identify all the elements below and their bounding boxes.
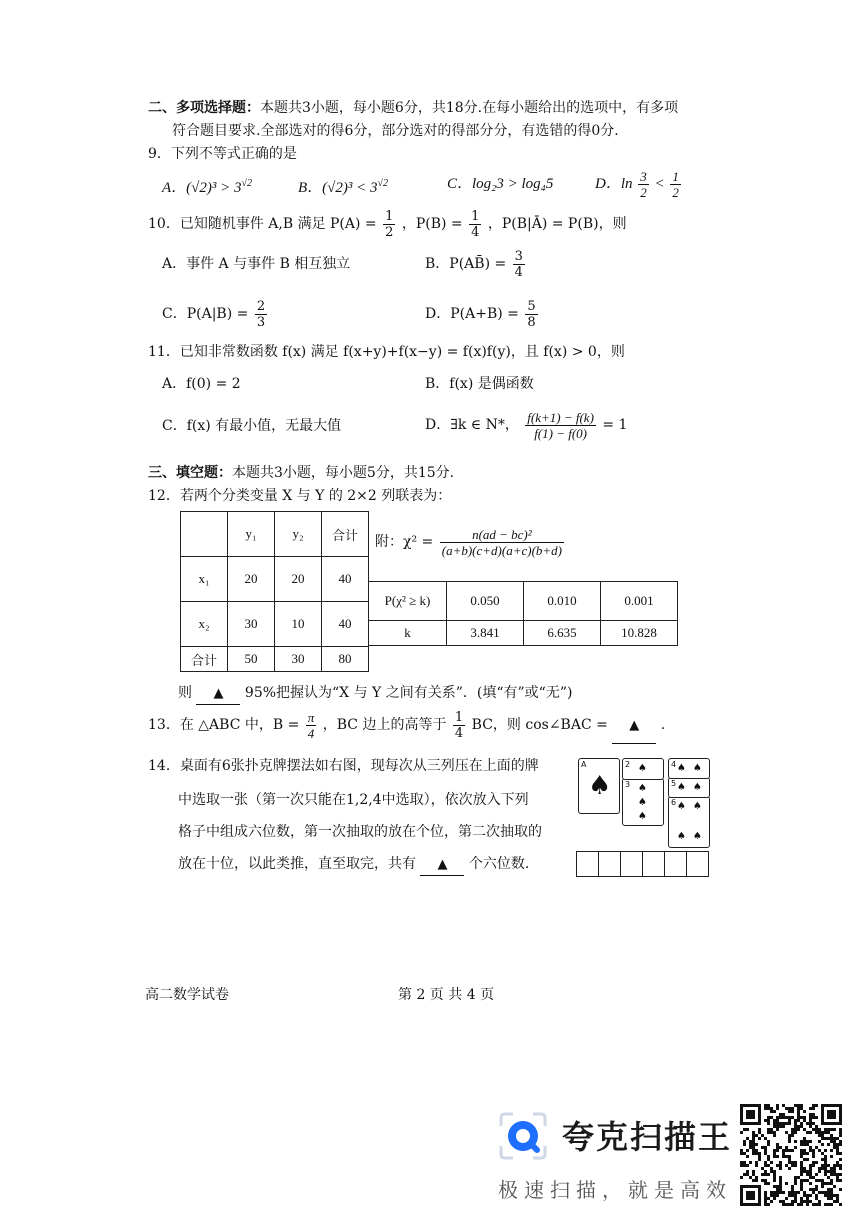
- table-row: [181, 647, 369, 672]
- grid-cell: [599, 852, 621, 876]
- formula-frac: [440, 527, 564, 558]
- grid-cell: [621, 852, 643, 876]
- q14-line4a: 放在十位，以此类推，直至取完，共有: [178, 856, 416, 872]
- q14-answer-blank: [420, 854, 464, 876]
- q10-c-num: 2: [256, 298, 266, 314]
- section3-desc: 本题共3小题，每小题5分，共15分.: [232, 465, 455, 481]
- card-5: [668, 777, 710, 798]
- q9-option-d: [595, 168, 683, 200]
- footer-page: 第 2 页 共 4 页: [398, 987, 495, 1003]
- blank-marker: ▲: [629, 718, 640, 733]
- grid-cell: [577, 852, 599, 876]
- q14-line4b: 个六位数.: [468, 856, 530, 872]
- q10-option-a: A．事件 A 与事件 B 相互独立: [162, 256, 351, 272]
- table-row: [181, 557, 369, 602]
- chi-square-formula: [375, 522, 566, 562]
- formula-num: n(ad − bc)²: [440, 527, 564, 543]
- q11-d-den: f(1) − f(0): [534, 425, 587, 441]
- spade-icon: ♠: [693, 782, 702, 793]
- q11-option-a: A．f(0) = 2: [162, 376, 241, 392]
- q9-option-b-text: B．(√2)³ < 3: [298, 180, 378, 196]
- q10-pb-den: 4: [471, 224, 480, 240]
- spade-icon: ♠: [677, 763, 686, 774]
- ct-r0c2: 20: [275, 557, 322, 602]
- spade-icon: ♠: [677, 801, 686, 812]
- ct-r1c2: 10: [275, 602, 322, 647]
- watermark-title: 夸克扫描王: [562, 1118, 733, 1156]
- q10-pb-num: 1: [471, 208, 480, 224]
- ct-r0c3: 40: [322, 557, 369, 602]
- q13-b-frac: [306, 710, 317, 741]
- q11-option-c: C．f(x) 有最小值，无最大值: [162, 418, 342, 434]
- q10-option-b: [425, 248, 527, 280]
- card-3: [622, 778, 664, 826]
- pt-r1c3: 0.001: [601, 582, 678, 621]
- spade-icon: ♠: [693, 831, 702, 842]
- section2-desc2: 符合题目要求.全部选对的得6分，部分选对的得部分分，有选错的得0分.: [172, 123, 619, 139]
- q9-option-b-exp: √2: [377, 178, 389, 189]
- spade-icon: ♠: [638, 797, 647, 808]
- section2-heading: 二、多项选择题：: [148, 100, 260, 116]
- q9-d-frac2-den: 2: [672, 185, 679, 201]
- q9-option-a-exp: √2: [241, 178, 253, 189]
- ct-h2: y₂: [275, 512, 322, 557]
- pt-r2c0: k: [369, 621, 447, 646]
- pt-r1c1: 0.050: [447, 582, 524, 621]
- card-1: [578, 758, 620, 814]
- q14-line2: 中选取一张（第一次只能在1,2,4中选取），依次放入下列: [178, 792, 529, 808]
- table-row: [181, 602, 369, 647]
- ct-r2c2: 30: [275, 647, 322, 672]
- section2-desc1: 本题共3小题，每小题6分，共18分.在每小题给出的选项中，有多项: [260, 100, 679, 116]
- q13-h-num: 1: [454, 709, 464, 725]
- ct-r0c0: x₁: [181, 557, 228, 602]
- spade-icon: ♠: [638, 783, 647, 794]
- grid-cell: [687, 852, 708, 876]
- ct-r2c3: 80: [322, 647, 369, 672]
- q13-h-den: 4: [454, 725, 464, 741]
- q11-option-d: [425, 408, 627, 442]
- card-4-rank: 4: [671, 760, 677, 769]
- q13-stem-b: ，BC 边上的高等于: [322, 717, 447, 733]
- q12-answer-blank: [196, 683, 240, 705]
- card-2: [622, 758, 664, 780]
- q14-line3: 格子中组成六位数，第一次抽取的放在个位，第二次抽取的: [178, 824, 542, 840]
- qr-code-icon: [740, 1104, 842, 1206]
- pt-r1c0: P(χ² ≥ k): [369, 582, 447, 621]
- q12-stem: 12．若两个分类变量 X 与 Y 的 2×2 列联表为：: [148, 488, 452, 504]
- q10-b-den: 4: [514, 264, 523, 280]
- table-row: [369, 621, 678, 646]
- contingency-table: [180, 511, 369, 672]
- q10-d-frac: [525, 299, 537, 330]
- formula-label: 附：χ² =: [375, 534, 434, 550]
- q9-d-lt: <: [654, 176, 665, 192]
- spade-icon: ♠: [638, 811, 647, 822]
- card-1-rank: A: [581, 760, 587, 769]
- grid-cell: [665, 852, 687, 876]
- spade-icon: ♠: [638, 763, 647, 774]
- q10-d-den: 8: [527, 314, 536, 330]
- q9-d-frac1-num: 3: [640, 169, 647, 185]
- q10-stem: [148, 208, 627, 240]
- card-2-rank: 2: [625, 760, 631, 769]
- q9-d-frac2-num: 1: [672, 169, 679, 185]
- q9-option-a: [162, 174, 252, 198]
- q12-answer-prefix: 则: [178, 685, 192, 701]
- blank-marker: ▲: [213, 686, 224, 701]
- spade-icon: ♠: [693, 801, 702, 812]
- q10-option-c: [162, 298, 269, 330]
- pt-r2c3: 10.828: [601, 621, 678, 646]
- q13-stem: [148, 708, 665, 744]
- card-5-rank: 5: [671, 779, 677, 788]
- q10-stem-a: 10．已知随机事件 A,B 满足 P(A) =: [148, 216, 377, 232]
- card-6: [668, 796, 710, 848]
- pt-r1c2: 0.010: [524, 582, 601, 621]
- q11-d-suffix: = 1: [602, 417, 628, 433]
- q9-d-frac1: [638, 169, 649, 200]
- q10-pa-frac: [383, 209, 395, 240]
- ct-r1c3: 40: [322, 602, 369, 647]
- q9-option-b: [298, 174, 388, 198]
- ct-r1c0: x₂: [181, 602, 228, 647]
- q10-pa-num: 1: [385, 208, 394, 224]
- ct-r0c1: 20: [228, 557, 275, 602]
- q10-option-d-text: D．P(A+B) =: [425, 306, 519, 322]
- q9-stem: 9．下列不等式正确的是: [148, 146, 297, 162]
- pt-r2c2: 6.635: [524, 621, 601, 646]
- q10-d-num: 5: [527, 298, 536, 314]
- six-digit-grid: [576, 851, 709, 877]
- section3-heading: 三、填空题：: [148, 465, 232, 481]
- card-6-rank: 6: [671, 798, 677, 807]
- q12-answer-suffix: 95%把握认为“X 与 Y 之间有关系”．(填“有”或“无”): [244, 685, 573, 701]
- q10-b-num: 3: [514, 248, 523, 264]
- q10-c-frac: [255, 299, 267, 330]
- q11-option-d-prefix: D．∃k ∈ N*，: [425, 417, 519, 433]
- q14-line4: [178, 854, 529, 876]
- q11-d-num: f(k+1) − f(k): [527, 409, 594, 425]
- table-row: [369, 582, 678, 621]
- contingency-header-row: [181, 512, 369, 557]
- q11-d-frac: [525, 410, 596, 441]
- q10-option-b-text: B．P(AB̄) =: [425, 256, 507, 272]
- q10-option-d: [425, 298, 540, 330]
- probability-table: [368, 581, 678, 646]
- q12-answer-line: [178, 683, 572, 705]
- quark-logo-icon: [497, 1110, 549, 1162]
- spade-icon: ♠: [677, 831, 686, 842]
- q11-stem: 11．已知非常数函数 f(x) 满足 f(x+y)+f(x−y) = f(x)f(y)，且 f(x) > 0，则: [148, 344, 625, 360]
- card-4: [668, 758, 710, 779]
- q10-stem-c: ，P(B|Ā) = P(B)，则: [487, 216, 627, 232]
- ct-h3: 合计: [322, 512, 369, 557]
- q9-d-frac1-den: 2: [640, 185, 647, 201]
- q9-option-c: C．log₂3 > log₄5: [447, 176, 554, 192]
- q13-answer-blank: [612, 708, 656, 744]
- q13-stem-c: BC，则 cos∠BAC =: [471, 717, 608, 733]
- ct-r1c1: 30: [228, 602, 275, 647]
- q13-b-num: π: [307, 709, 315, 725]
- q14-line1: 14．桌面有6张扑克牌摆法如右图，现每次从三列压在上面的牌: [148, 758, 539, 774]
- q9-option-a-text: A．(√2)³ > 3: [162, 180, 242, 196]
- pt-r2c1: 3.841: [447, 621, 524, 646]
- footer-left: 高二数学试卷: [145, 987, 229, 1003]
- section2-heading-line: [148, 98, 678, 118]
- spade-icon: ♠: [588, 771, 612, 801]
- section3-heading-line: [148, 463, 454, 483]
- q10-c-den: 3: [256, 314, 266, 330]
- ct-r2c0: 合计: [181, 647, 228, 672]
- q10-pb-frac: [469, 209, 481, 240]
- q9-option-d-prefix: D．ln: [595, 176, 633, 192]
- grid-cell: [643, 852, 665, 876]
- q13-stem-end: .: [660, 717, 666, 733]
- card-3-rank: 3: [625, 780, 631, 789]
- spade-icon: ♠: [693, 763, 702, 774]
- ct-h0: [181, 512, 228, 557]
- watermark-subtitle: 极速扫描，就是高效: [498, 1178, 732, 1202]
- ct-h1: y₁: [228, 512, 275, 557]
- blank-marker: ▲: [437, 857, 448, 872]
- q11-option-b: B．f(x) 是偶函数: [425, 376, 534, 392]
- spade-icon: ♠: [677, 782, 686, 793]
- q10-b-frac: [513, 249, 525, 280]
- q13-stem-a: 13．在 △ABC 中，B =: [148, 717, 300, 733]
- q13-h-frac: [453, 710, 465, 741]
- q10-stem-b: ，P(B) =: [401, 216, 463, 232]
- ct-r2c1: 50: [228, 647, 275, 672]
- q10-pa-den: 2: [385, 224, 394, 240]
- q9-d-frac2: [670, 169, 681, 200]
- q13-b-den: 4: [307, 725, 315, 741]
- q10-option-c-text: C．P(A|B) =: [162, 306, 249, 322]
- formula-den: (a+b)(c+d)(a+c)(b+d): [441, 542, 562, 558]
